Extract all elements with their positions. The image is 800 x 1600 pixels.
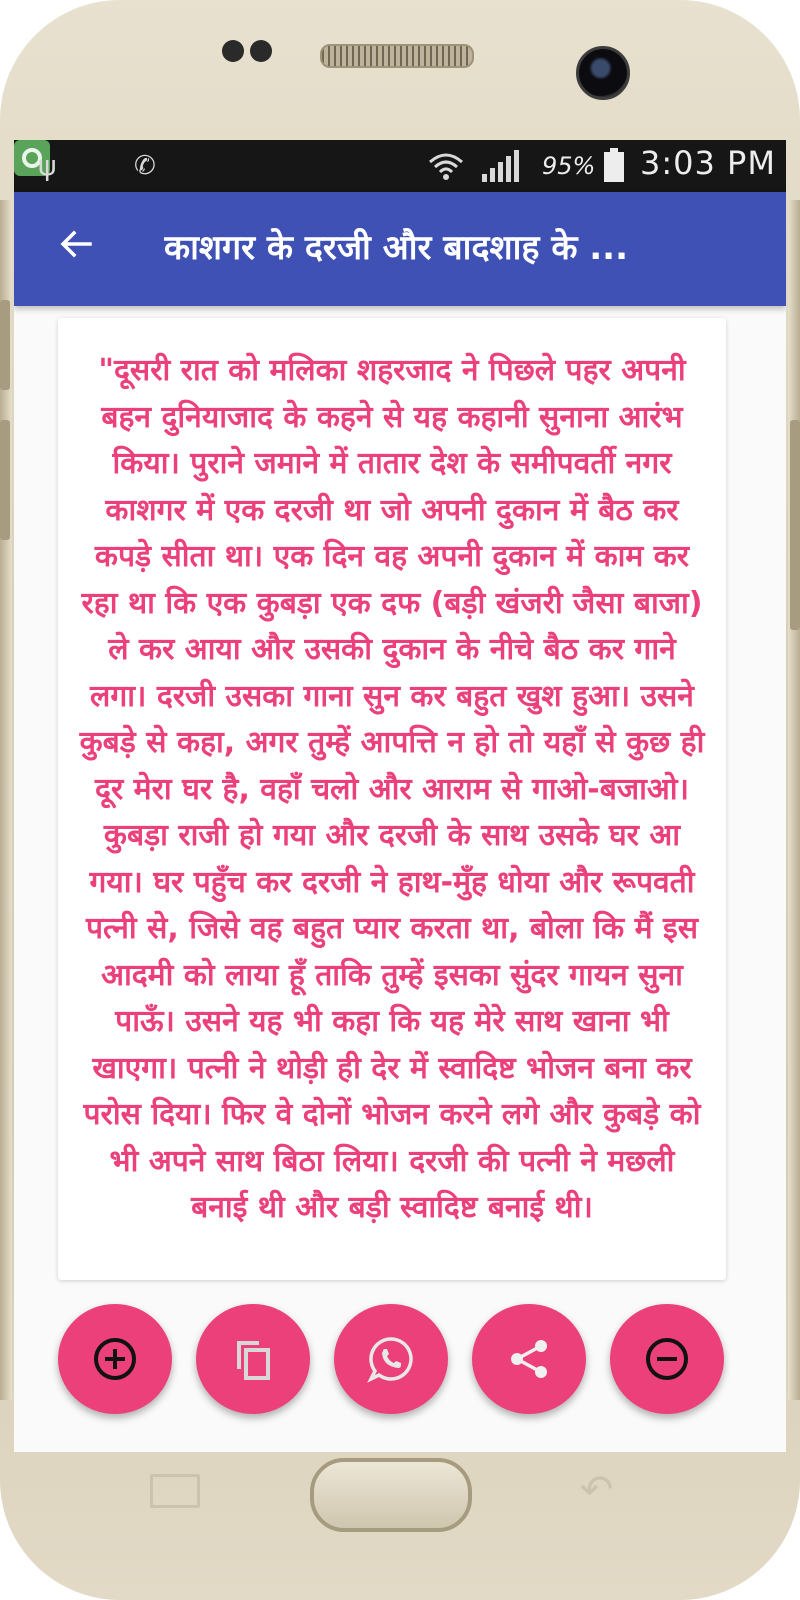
power-button: [790, 420, 800, 630]
app-bar: [14, 192, 786, 306]
phone-edge-right: [788, 200, 800, 1400]
copy-icon: [229, 1335, 277, 1383]
status-bar: [14, 140, 786, 192]
action-bar: [14, 1304, 786, 1416]
wifi-icon: [426, 150, 466, 190]
zoom-in-button[interactable]: [58, 1304, 172, 1414]
share-icon: [505, 1335, 553, 1383]
screen: [14, 140, 786, 1452]
plus-circle-icon: [91, 1335, 139, 1383]
signal-icon: [480, 150, 520, 190]
missed-call-icon: ✆: [134, 151, 156, 181]
story-card[interactable]: [58, 318, 726, 1280]
volume-up-button: [0, 300, 10, 390]
whatsapp-icon: [365, 1333, 417, 1385]
arrow-left-icon: [56, 224, 96, 264]
battery-charging-icon: [604, 152, 624, 182]
battery-percent: 95%: [542, 152, 596, 180]
whatsapp-share-button[interactable]: [334, 1304, 448, 1414]
volume-down-button: [0, 420, 10, 540]
page-title: काशगर के दरजी और बादशाह के ...: [164, 228, 629, 268]
minus-circle-icon: [643, 1335, 691, 1383]
recent-apps-icon[interactable]: [150, 1474, 200, 1508]
back-button[interactable]: [52, 224, 100, 272]
earpiece-speaker: [320, 44, 474, 68]
usb-icon: ψ: [38, 149, 57, 182]
sensor-dots: [222, 40, 278, 66]
copy-button[interactable]: [196, 1304, 310, 1414]
back-nav-icon[interactable]: ↶: [580, 1467, 614, 1513]
front-camera-icon: [576, 46, 630, 100]
home-button[interactable]: [310, 1458, 472, 1532]
zoom-out-button[interactable]: [610, 1304, 724, 1414]
clock: 3:03 PM: [640, 144, 776, 182]
share-button[interactable]: [472, 1304, 586, 1414]
story-text: "दूसरी रात को मलिका शहरजाद ने पिछले पहर अपनी बहन दुनियाजाद के कहने से यह कहानी सुनाना आरंभ किया। पुराने जमाने में तातार देश के समीपवर्ती नगर काशगर में एक दरजी था जो अपनी दुकान में बैठ कर कपड़े सीता था। एक दिन वह अपनी दुकान में काम कर रहा था कि एक कुबड़ा एक दफ (बड़ी खंजरी जैसा बाजा) ले कर आया और उसकी दुकान के नीचे बैठ कर गाने लगा। दरजी उसका गाना सुन कर बहुत खुश हुआ। उसने कुबड़े से कहा, अगर तुम्हें आपत्ति न हो तो यहाँ से कुछ ही दूर मेरा घर है, वहाँ चलो और आराम से गाओ-बजाओ। कुबड़ा राजी हो गया और दरजी के साथ उसके घर आ गया। घर पहुँच कर दरजी ने हाथ-मुँह धोया और रूपवती पत्नी से, जिसे वह बहुत प्यार करता था, बोला कि मैं इस आदमी को लाया हूँ ताकि तुम्हें इसका सुंदर गायन सुना पाऊँ। उसने यह भी कहा कि यह मेरे साथ खाना भी खाएगा। पत्नी ने थोड़ी ही देर में स्वादिष्ट भोजन बना कर परोस दिया। फिर वे दोनों भोजन करने लगे और कुबड़े को भी अपने साथ बिठा लिया। दरजी की पत्नी ने मछली बनाई थी और बड़ी स्वादिष्ट बनाई थी।: [79, 353, 705, 1225]
